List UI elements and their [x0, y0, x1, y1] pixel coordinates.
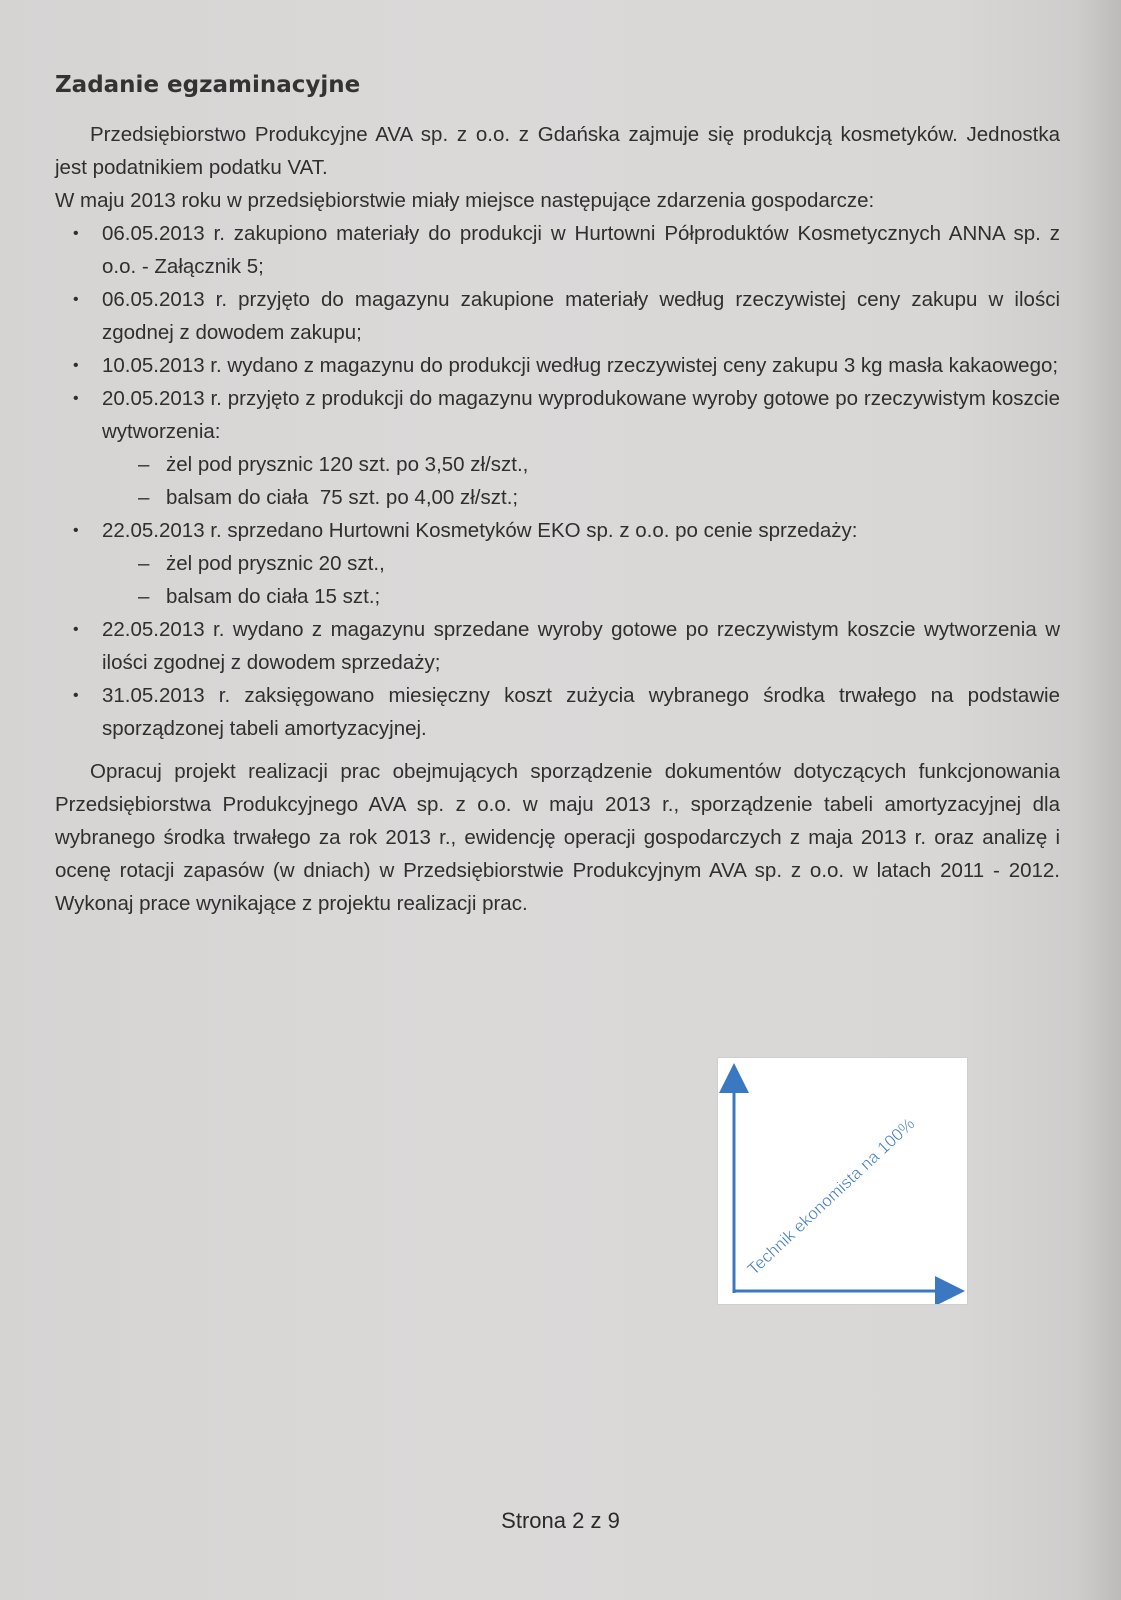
logo-graphic [718, 1058, 967, 1304]
event-text: 22.05.2013 r. wydano z magazynu sprzedane wyroby gotowe po rzeczywistym koszcie wytworzenia w ilości zgodnej z dowodem sprzedaży; [102, 618, 1060, 674]
technik-ekonomista-logo [717, 1057, 968, 1305]
bullet-icon: • [73, 291, 79, 308]
page-footer: Strona 2 z 9 [501, 1508, 620, 1533]
dash-icon: – [138, 453, 150, 476]
event-text: 10.05.2013 r. wydano z magazynu do produkcji według rzeczywistej ceny zakupu 3 kg masła kakaowego; [102, 354, 1059, 377]
sub-item [138, 481, 1060, 514]
intro-paragraph-1: Przedsiębiorstwo Produkcyjne AVA sp. z o.o. z Gdańska zajmuje się produkcją kosmetyków. Jednostka jest podatnikiem podatku VAT. [55, 123, 1060, 179]
sub-item-text: żel pod prysznic 20 szt., [166, 552, 385, 575]
bullet-icon: • [73, 390, 79, 407]
sub-item [138, 547, 1060, 580]
event-item [55, 679, 1060, 745]
sub-item [138, 580, 1060, 613]
sub-item [138, 448, 1060, 481]
bullet-icon: • [73, 522, 79, 539]
event-item [55, 613, 1060, 679]
dash-icon: – [138, 486, 150, 509]
summary-paragraph: Opracuj projekt realizacji prac obejmujących sporządzenie dokumentów dotyczących funkcjonowania Przedsiębiorstwa Produkcyjnego AVA sp. z o.o. w maju 2013 r., sporządzenie tabeli amortyzacyjnej dla wybranego środka trwałego za rok 2013 r., ewidencję operacji gospodarczych z maja 2013 r. oraz analizę i ocenę rotacji zapasów (w dniach) w Przedsiębiorstwie Produkcyjnym AVA sp. z o.o. w latach 2011 - 2012. Wykonaj prace wynikające z projektu realizacji prac. [55, 760, 1060, 915]
event-item [55, 382, 1060, 514]
event-item [55, 514, 1060, 613]
event-item [55, 283, 1060, 349]
dash-icon: – [138, 585, 150, 608]
bullet-icon: • [73, 687, 79, 704]
event-item [55, 217, 1060, 283]
event-sublist [102, 547, 1060, 613]
event-text: 20.05.2013 r. przyjęto z produkcji do magazynu wyprodukowane wyroby gotowe po rzeczywistym koszcie wytworzenia: [102, 387, 1060, 443]
page-heading: Zadanie egzaminacyjne [55, 72, 361, 98]
bullet-icon: • [73, 621, 79, 638]
event-text: 06.05.2013 r. przyjęto do magazynu zakupione materiały według rzeczywistej ceny zakupu w ilości zgodnej z dowodem zakupu; [102, 288, 1060, 344]
event-text: 31.05.2013 r. zaksięgowano miesięczny koszt zużycia wybranego środka trwałego na podstawie sporządzonej tabeli amortyzacyjnej. [102, 684, 1060, 740]
task-content [55, 118, 1060, 920]
sub-item-text: żel pod prysznic 120 szt. po 3,50 zł/szt., [166, 453, 529, 476]
bullet-icon: • [73, 225, 79, 242]
bullet-icon: • [73, 357, 79, 374]
logo-text: Technik ekonomista na 100% [743, 1114, 919, 1279]
event-sublist [102, 448, 1060, 514]
sub-item-text: balsam do ciała 75 szt. po 4,00 zł/szt.; [166, 486, 519, 509]
event-text: 22.05.2013 r. sprzedano Hurtowni Kosmetyków EKO sp. z o.o. po cenie sprzedaży: [102, 519, 858, 542]
sub-item-text: balsam do ciała 15 szt.; [166, 585, 381, 608]
intro-paragraph-2: W maju 2013 roku w przedsiębiorstwie miały miejsce następujące zdarzenia gospodarcze: [55, 189, 875, 212]
event-text: 06.05.2013 r. zakupiono materiały do produkcji w Hurtowni Półproduktów Kosmetycznych ANNA sp. z o.o. - Załącznik 5; [102, 222, 1060, 278]
dash-icon: – [138, 552, 150, 575]
events-list [55, 217, 1060, 745]
event-item [55, 349, 1060, 382]
